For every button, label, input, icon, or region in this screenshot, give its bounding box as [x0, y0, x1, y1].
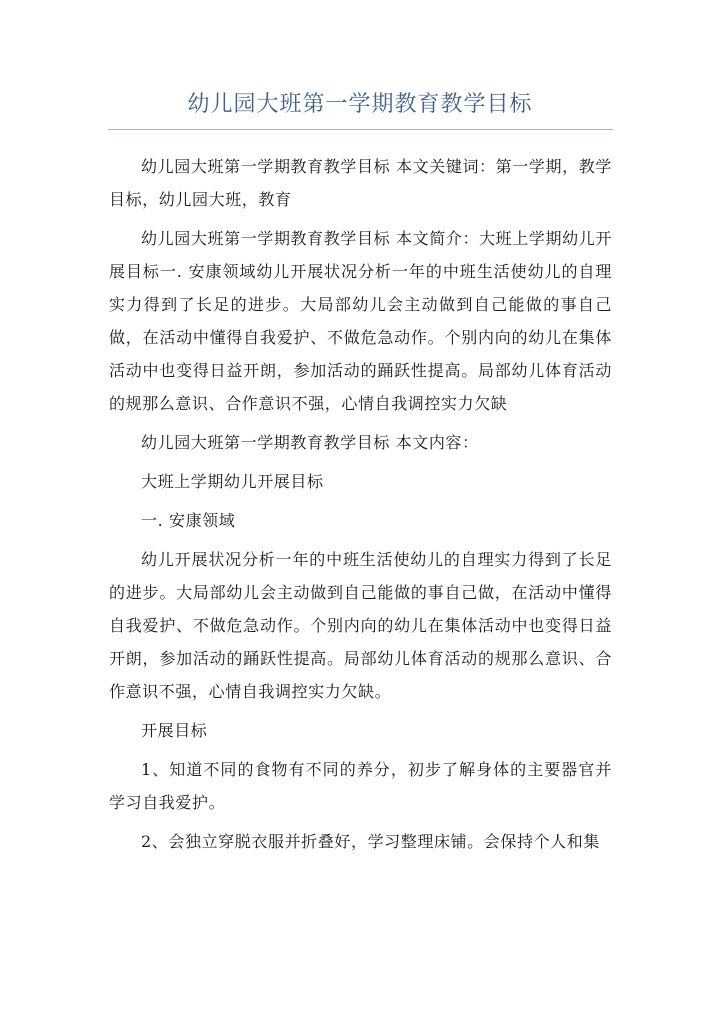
goal-item-2: 2、会独立穿脱衣服并折叠好，学习整理床铺。会保持个人和集	[141, 832, 600, 851]
section-heading-health: 一. 安康领域	[141, 511, 236, 530]
paragraph-content-label: 幼儿园大班第一学期教育教学目标 本文内容：	[141, 433, 479, 452]
section-heading-goals: 大班上学期幼儿开展目标	[141, 472, 324, 491]
title-underline	[108, 129, 613, 130]
document-body	[109, 150, 612, 858]
section-heading-dev-goals: 开展目标	[141, 721, 208, 740]
goal-item-1: 1、知道不同的食物有不同的养分，初步了解身体的主要器官并学习自我爱护。	[109, 760, 612, 812]
document-title: 幼儿园大班第一学期教育教学目标	[187, 92, 533, 117]
paragraph-analysis: 幼儿开展状况分析一年的中班生活使幼儿的自理实力得到了长足的进步。大局部幼儿会主动做到自己能做的事自己做，在活动中懂得自我爱护、不做危急动作。个别内向的幼儿在集体活动中也变得日益开朗，参加活动的踊跃性提高。局部幼儿体育活动的规那么意识、合作意识不强，心情自我调控实力欠缺。	[109, 550, 612, 701]
paragraph-keywords: 幼儿园大班第一学期教育教学目标 本文关键词：第一学期，教学目标，幼儿园大班，教育	[109, 157, 612, 209]
paragraph-summary: 幼儿园大班第一学期教育教学目标 本文简介：大班上学期幼儿开展目标一. 安康领域幼儿开展状况分析一年的中班生活使幼儿的自理实力得到了长足的进步。大局部幼儿会主动做到自己能做的事自己做，在活动中懂得自我爱护、不做危急动作。个别内向的幼儿在集体活动中也变得日益开朗，参加活动的踊跃性提高。局部幼儿体育活动的规那么意识、合作意识不强，心情自我调控实力欠缺	[109, 229, 612, 413]
